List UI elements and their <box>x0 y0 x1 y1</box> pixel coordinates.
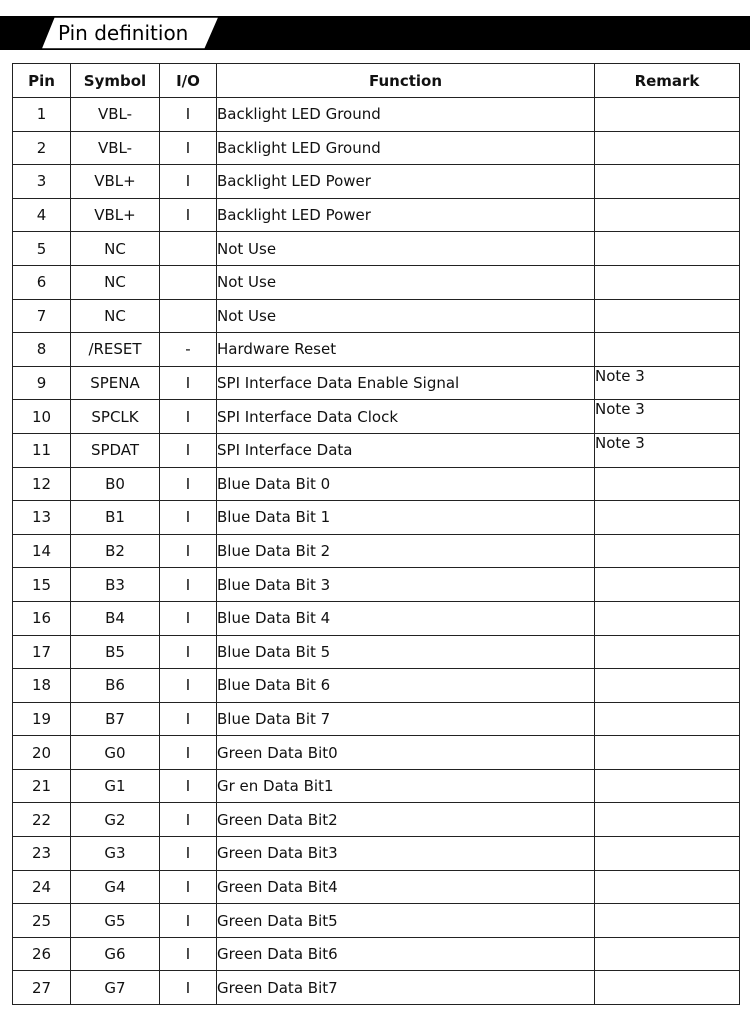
remark-cell <box>595 467 740 501</box>
pin-cell: 16 <box>13 601 71 635</box>
symbol-cell: G1 <box>71 769 160 803</box>
symbol-cell: VBL- <box>71 131 160 165</box>
symbol-cell: NC <box>71 265 160 299</box>
function-cell: Blue Data Bit 7 <box>217 702 595 736</box>
remark-cell <box>595 870 740 904</box>
table-row <box>13 702 740 736</box>
remark-cell <box>595 702 740 736</box>
pin-cell: 13 <box>13 501 71 535</box>
remark-cell <box>595 265 740 299</box>
symbol-cell: B3 <box>71 568 160 602</box>
io-cell: I <box>160 870 217 904</box>
pin-cell: 5 <box>13 232 71 266</box>
symbol-cell: G2 <box>71 803 160 837</box>
pin-cell: 26 <box>13 937 71 971</box>
table-row <box>13 165 740 199</box>
symbol-cell: B5 <box>71 635 160 669</box>
table-row <box>13 98 740 132</box>
remark-cell <box>595 198 740 232</box>
symbol-cell: G4 <box>71 870 160 904</box>
io-cell: - <box>160 333 217 367</box>
function-cell: Gr en Data Bit1 <box>217 769 595 803</box>
table-row <box>13 366 740 400</box>
pin-cell: 19 <box>13 702 71 736</box>
table-row <box>13 534 740 568</box>
pin-cell: 20 <box>13 736 71 770</box>
pin-cell: 2 <box>13 131 71 165</box>
io-cell: I <box>160 601 217 635</box>
io-cell: I <box>160 937 217 971</box>
table-row <box>13 635 740 669</box>
symbol-cell: G3 <box>71 837 160 871</box>
table-body <box>13 98 740 1005</box>
remark-cell <box>595 501 740 535</box>
function-cell: Green Data Bit3 <box>217 837 595 871</box>
function-cell: Not Use <box>217 232 595 266</box>
symbol-cell: B4 <box>71 601 160 635</box>
pin-cell: 23 <box>13 837 71 871</box>
symbol-cell: SPCLK <box>71 400 160 434</box>
io-cell: I <box>160 501 217 535</box>
io-cell: I <box>160 568 217 602</box>
table-row <box>13 937 740 971</box>
function-cell: Green Data Bit5 <box>217 904 595 938</box>
pin-cell: 24 <box>13 870 71 904</box>
io-cell <box>160 232 217 266</box>
pin-cell: 3 <box>13 165 71 199</box>
pin-cell: 8 <box>13 333 71 367</box>
function-cell: Not Use <box>217 265 595 299</box>
remark-cell <box>595 937 740 971</box>
remark-cell <box>595 803 740 837</box>
remark-cell: Note 3 <box>595 400 740 434</box>
table-row <box>13 870 740 904</box>
io-cell: I <box>160 366 217 400</box>
table-row <box>13 501 740 535</box>
symbol-cell: G5 <box>71 904 160 938</box>
remark-cell <box>595 165 740 199</box>
symbol-cell: G0 <box>71 736 160 770</box>
io-cell: I <box>160 165 217 199</box>
remark-cell <box>595 904 740 938</box>
function-cell: SPI Interface Data Enable Signal <box>217 366 595 400</box>
table-row <box>13 736 740 770</box>
table-row <box>13 433 740 467</box>
symbol-cell: NC <box>71 232 160 266</box>
io-cell: I <box>160 467 217 501</box>
pin-cell: 6 <box>13 265 71 299</box>
function-cell: Blue Data Bit 0 <box>217 467 595 501</box>
function-cell: Backlight LED Power <box>217 165 595 199</box>
io-cell: I <box>160 803 217 837</box>
io-cell: I <box>160 702 217 736</box>
table-row <box>13 568 740 602</box>
function-cell: Backlight LED Ground <box>217 98 595 132</box>
symbol-cell: G7 <box>71 971 160 1005</box>
function-cell: Blue Data Bit 4 <box>217 601 595 635</box>
remark-cell <box>595 601 740 635</box>
table-header-row <box>13 64 740 98</box>
table-row <box>13 971 740 1005</box>
io-cell: I <box>160 433 217 467</box>
pin-cell: 9 <box>13 366 71 400</box>
io-cell <box>160 299 217 333</box>
function-cell: Green Data Bit6 <box>217 937 595 971</box>
io-cell: I <box>160 198 217 232</box>
remark-cell <box>595 971 740 1005</box>
symbol-cell: B6 <box>71 669 160 703</box>
table-row <box>13 769 740 803</box>
symbol-cell: B7 <box>71 702 160 736</box>
pin-cell: 10 <box>13 400 71 434</box>
header-symbol: Symbol <box>71 64 160 98</box>
remark-cell <box>595 131 740 165</box>
pin-cell: 21 <box>13 769 71 803</box>
io-cell: I <box>160 769 217 803</box>
pin-cell: 1 <box>13 98 71 132</box>
io-cell: I <box>160 98 217 132</box>
pin-cell: 12 <box>13 467 71 501</box>
table-row <box>13 467 740 501</box>
function-cell: Hardware Reset <box>217 333 595 367</box>
symbol-cell: VBL- <box>71 98 160 132</box>
function-cell: Green Data Bit0 <box>217 736 595 770</box>
function-cell: Blue Data Bit 3 <box>217 568 595 602</box>
function-cell: Backlight LED Ground <box>217 131 595 165</box>
function-cell: Green Data Bit2 <box>217 803 595 837</box>
symbol-cell: SPDAT <box>71 433 160 467</box>
header-io: I/O <box>160 64 217 98</box>
function-cell: Green Data Bit7 <box>217 971 595 1005</box>
pin-cell: 14 <box>13 534 71 568</box>
remark-cell <box>595 333 740 367</box>
io-cell: I <box>160 669 217 703</box>
remark-cell <box>595 534 740 568</box>
symbol-cell: VBL+ <box>71 198 160 232</box>
pin-cell: 25 <box>13 904 71 938</box>
table-row <box>13 265 740 299</box>
remark-cell <box>595 299 740 333</box>
io-cell: I <box>160 736 217 770</box>
remark-cell <box>595 669 740 703</box>
io-cell: I <box>160 635 217 669</box>
io-cell <box>160 265 217 299</box>
header-pin: Pin <box>13 64 71 98</box>
pin-cell: 17 <box>13 635 71 669</box>
remark-cell <box>595 232 740 266</box>
symbol-cell: B2 <box>71 534 160 568</box>
table-row <box>13 601 740 635</box>
pin-cell: 27 <box>13 971 71 1005</box>
remark-cell <box>595 736 740 770</box>
io-cell: I <box>160 534 217 568</box>
table-row <box>13 131 740 165</box>
remark-cell <box>595 635 740 669</box>
table-row <box>13 904 740 938</box>
symbol-cell: B0 <box>71 467 160 501</box>
function-cell: Blue Data Bit 2 <box>217 534 595 568</box>
remark-cell: Note 3 <box>595 433 740 467</box>
symbol-cell: /RESET <box>71 333 160 367</box>
io-cell: I <box>160 837 217 871</box>
table-row <box>13 400 740 434</box>
function-cell: Blue Data Bit 6 <box>217 669 595 703</box>
pin-cell: 15 <box>13 568 71 602</box>
io-cell: I <box>160 400 217 434</box>
symbol-cell: SPENA <box>71 366 160 400</box>
function-cell: Green Data Bit4 <box>217 870 595 904</box>
table-row <box>13 232 740 266</box>
remark-cell: Note 3 <box>595 366 740 400</box>
function-cell: SPI Interface Data Clock <box>217 400 595 434</box>
symbol-cell: B1 <box>71 501 160 535</box>
function-cell: SPI Interface Data <box>217 433 595 467</box>
remark-cell <box>595 769 740 803</box>
remark-cell <box>595 837 740 871</box>
title-tab <box>40 16 220 50</box>
io-cell: I <box>160 971 217 1005</box>
pin-table <box>12 63 740 1005</box>
function-cell: Not Use <box>217 299 595 333</box>
symbol-cell: G6 <box>71 937 160 971</box>
table-row <box>13 299 740 333</box>
io-cell: I <box>160 904 217 938</box>
table-row <box>13 669 740 703</box>
pin-cell: 18 <box>13 669 71 703</box>
header-remark: Remark <box>595 64 740 98</box>
function-cell: Blue Data Bit 1 <box>217 501 595 535</box>
table-row <box>13 198 740 232</box>
symbol-cell: VBL+ <box>71 165 160 199</box>
io-cell: I <box>160 131 217 165</box>
function-cell: Backlight LED Power <box>217 198 595 232</box>
symbol-cell: NC <box>71 299 160 333</box>
pin-cell: 7 <box>13 299 71 333</box>
header-function: Function <box>217 64 595 98</box>
function-cell: Blue Data Bit 5 <box>217 635 595 669</box>
table-row <box>13 333 740 367</box>
table-row <box>13 803 740 837</box>
pin-cell: 11 <box>13 433 71 467</box>
table-row <box>13 837 740 871</box>
page-title: Pin definition <box>58 21 189 45</box>
remark-cell <box>595 98 740 132</box>
pin-cell: 4 <box>13 198 71 232</box>
remark-cell <box>595 568 740 602</box>
pin-cell: 22 <box>13 803 71 837</box>
